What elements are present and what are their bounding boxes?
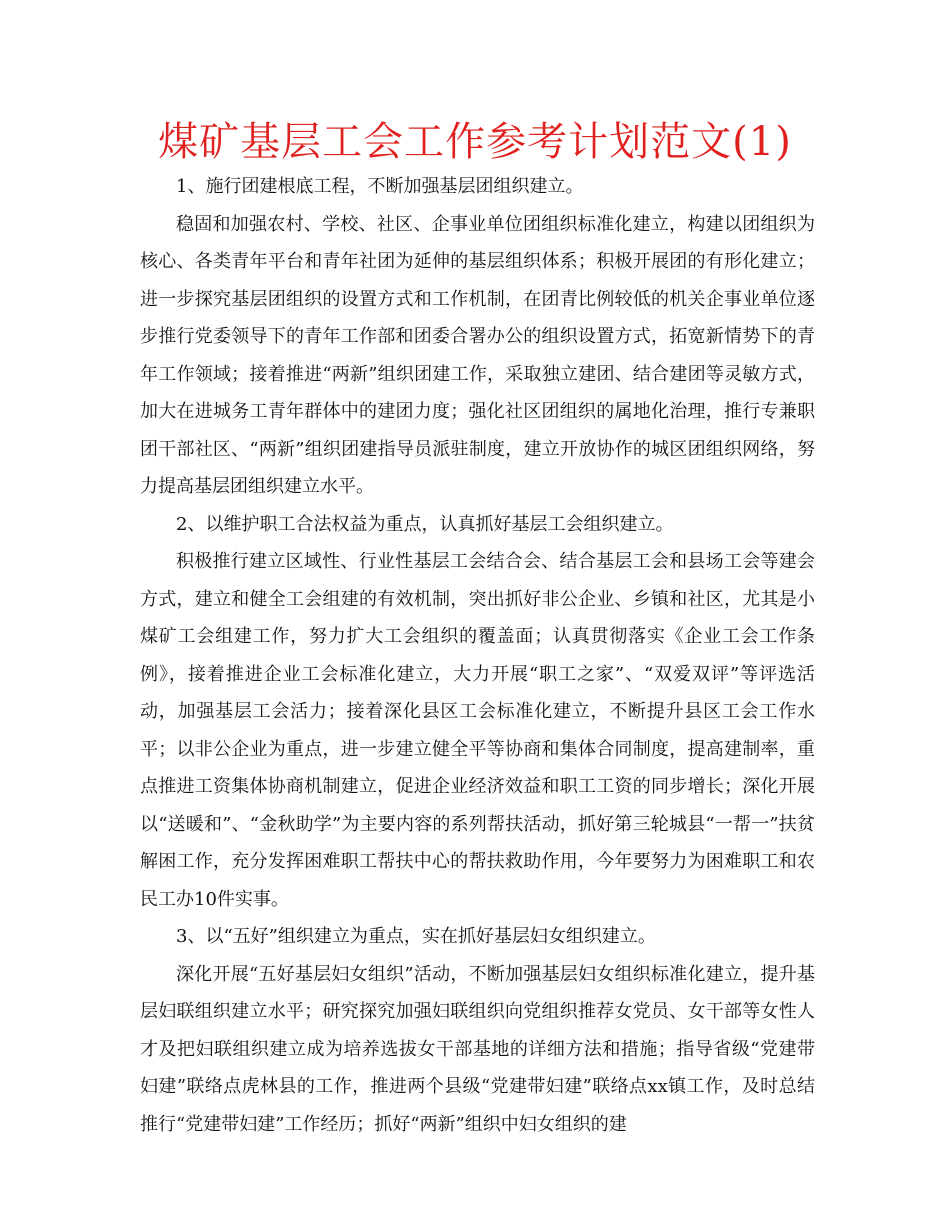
section-heading-1: 1、施行团建根底工程，不断加强基层团组织建立。 bbox=[176, 176, 584, 197]
paragraph-2: 积极推行建立区域性、行业性基层工会结合会、结合基层工会和县场工会等建会方式，建立和健全工会组建的有效机制，突出抓好非公企业、乡镇和社区，尤其是小煤矿工会组建工作，努力扩大工会组织的覆盖面；认真贯彻落实《企业工会工作条例》，接着推进企业工会标准化建立，大力开展“职工之家”、“双爱双评”等评选活动，加强基层工会活力；接着深化县区工会标准化建立，不断提升县区工会工作水平；以非公企业为重点，进一步建立健全平等协商和集体合同制度，提高建制率，重点推进工资集体协商机制建立，促进企业经济效益和职工工资的同步增长；深化开展以“送暖和”、“金秋助学”为主要内容的系列帮扶活动，抓好第三轮城县“一帮一”扶贫解困工作，充分发挥困难职工帮扶中心的帮扶救助作用，今年要努力为困难职工和农民工办10件实事。 bbox=[140, 551, 815, 910]
section-heading-3: 3、以“五好”组织建立为重点，实在抓好基层妇女组织建立。 bbox=[176, 926, 656, 947]
section-heading-2: 2、以维护职工合法权益为重点，认真抓好基层工会组织建立。 bbox=[176, 513, 674, 535]
document-title: 煤矿基层工会工作参考计划范文(1) bbox=[158, 119, 792, 165]
paragraph-1: 稳固和加强农村、学校、社区、企事业单位团组织标准化建立，构建以团组织为核心、各类青年平台和青年社团为延伸的基层组织体系；积极开展团的有形化建立；进一步探究基层团组织的设置方式和工作机制，在团青比例较低的机关企事业单位逐步推行党委领导下的青年工作部和团委合署办公的组织设置方式，拓宽新情势下的青年工作领域；接着推进“两新”组织团建工作，采取独立建团、结合建团等灵敏方式，加大在进城务工青年群体中的建团力度；强化社区团组织的属地化治理，推行专兼职团干部社区、“两新”组织团建指导员派驻制度，建立开放协作的城区团组织网络，努力提高基层团组织建立水平。 bbox=[140, 213, 815, 497]
document-body bbox=[140, 168, 815, 1143]
paragraph-3: 深化开展“五好基层妇女组织”活动，不断加强基层妇女组织标准化建立，提升基层妇联组织建立水平；研究探究加强妇联组织向党组织推荐女党员、女干部等女性人才及把妇联组织建立成为培养选拔女干部基地的详细方法和措施；指导省级“党建带妇建”联络点虎林县的工作，推进两个县级“党建带妇建”联络点xx镇工作，及时总结推行“党建带妇建”工作经历；抓好“两新”组织中妇女组织的建 bbox=[140, 963, 815, 1135]
